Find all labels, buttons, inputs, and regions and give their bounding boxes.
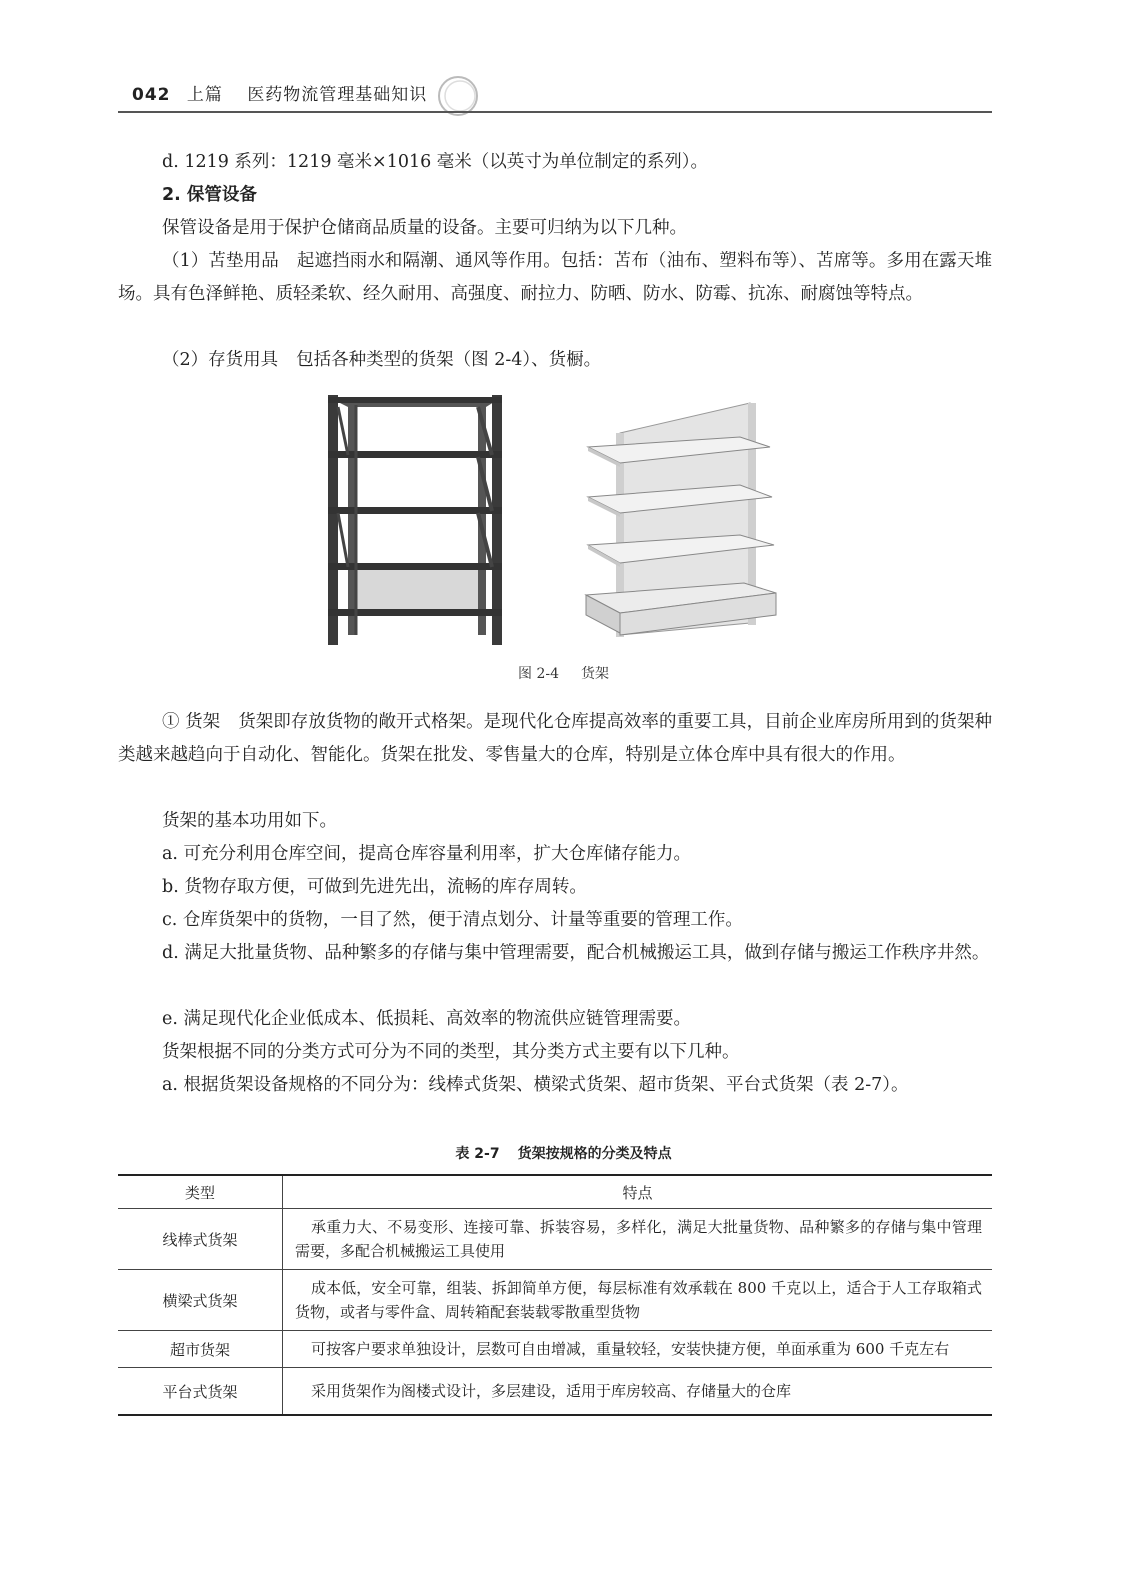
cell-feature: 承重力大、不易变形、连接可靠、拆装容易，多样化，满足大批量货物、品种繁多的存储与集中管理需要，多配合机械搬运工具使用 xyxy=(283,1209,993,1270)
page-number: 042 xyxy=(132,85,171,105)
paragraph-classification-a: a. 根据货架设备规格的不同分为：线棒式货架、横梁式货架、超市货架、平台式货架（表 2-7）。 xyxy=(162,1075,909,1095)
item-1-label: （1）苫垫用品 xyxy=(162,251,279,271)
paragraph-classification: 货架根据不同的分类方式可分为不同的类型，其分类方式主要有以下几种。 xyxy=(162,1042,740,1062)
section-heading: 2. 保管设备 xyxy=(162,185,257,205)
paragraph-item-c: c. 仓库货架中的货物，一目了然，便于清点划分、计量等重要的管理工作。 xyxy=(162,910,743,930)
paragraph-item-b: b. 货物存取方便，可做到先进先出，流畅的库存周转。 xyxy=(162,877,587,897)
cell-feature: 采用货架作为阁楼式设计，多层建设，适用于库房较高、存储量大的仓库 xyxy=(283,1368,993,1416)
paragraph-rack xyxy=(118,706,992,772)
table-number: 表 2-7 xyxy=(455,1146,500,1162)
table-row xyxy=(118,1209,992,1270)
item-1-text: 起遮挡雨水和隔潮、通风等作用。包括：苫布（油布、塑料布等）、苫席等。多用在露天堆场。具有色泽鲜艳、质轻柔软、经久耐用、高强度、耐拉力、防晒、防水、防霉、抗冻、耐腐蚀等特点。 xyxy=(118,251,992,304)
paragraph-item-e: e. 满足现代化企业低成本、低损耗、高效率的物流供应链管理需要。 xyxy=(162,1009,691,1029)
page-header xyxy=(118,70,992,114)
table-header-row xyxy=(118,1175,992,1209)
item-2-label: （2）存货用具 xyxy=(162,350,279,370)
rack-spec-table xyxy=(118,1174,992,1416)
paragraph-item-1 xyxy=(118,245,992,311)
part-label: 上篇 xyxy=(186,85,223,105)
figure-number: 图 2-4 xyxy=(518,666,559,682)
column-header-type: 类型 xyxy=(118,1175,283,1209)
rack-label: ① 货架 xyxy=(162,712,221,732)
table-row xyxy=(118,1368,992,1416)
column-header-feature: 特点 xyxy=(283,1175,993,1209)
paragraph-item-a: a. 可充分利用仓库空间，提高仓库容量利用率，扩大仓库储存能力。 xyxy=(162,844,692,864)
figure-title: 货架 xyxy=(581,666,609,682)
paragraph-item-d: d. 满足大批量货物、品种繁多的存储与集中管理需要，配合机械搬运工具，做到存储与搬运工作秩序井然。 xyxy=(162,943,990,963)
cell-type: 超市货架 xyxy=(118,1331,283,1368)
cell-type: 横梁式货架 xyxy=(118,1270,283,1331)
item-2-text: 包括各种类型的货架（图 2-4）、货橱。 xyxy=(296,350,602,370)
figure-caption xyxy=(0,663,1127,683)
paragraph-d-series: d. 1219 系列：1219 毫米×1016 毫米（以英寸为单位制定的系列）。 xyxy=(162,152,709,172)
rack-text: 货架即存放货物的敞开式格架。是现代化仓库提高效率的重要工具，目前企业库房所用到的货架种类越来越趋向于自动化、智能化。货架在批发、零售量大的仓库，特别是立体仓库中具有很大的作用。 xyxy=(118,712,992,765)
cell-feature: 可按客户要求单独设计，层数可自由增减，重量较轻，安装快捷方便，单面承重为 600 千克左右 xyxy=(283,1331,993,1368)
table-title: 货架按规格的分类及特点 xyxy=(517,1146,672,1162)
cell-feature: 成本低，安全可靠，组装、拆卸简单方便，每层标准有效承载在 800 千克以上，适合于人工存取箱式货物，或者与零件盒、周转箱配套装载零散重型货物 xyxy=(283,1270,993,1331)
header-text xyxy=(132,80,427,105)
cell-type: 线棒式货架 xyxy=(118,1209,283,1270)
table-caption xyxy=(0,1143,1127,1163)
table-row xyxy=(118,1331,992,1368)
cell-type: 平台式货架 xyxy=(118,1368,283,1416)
supermarket-shelf-image xyxy=(586,403,776,637)
beam-rack-image xyxy=(328,395,502,645)
paragraph-basic-functions: 货架的基本功用如下。 xyxy=(162,811,337,831)
paragraph-item-2 xyxy=(118,344,992,377)
header-rule xyxy=(118,111,992,113)
table-row xyxy=(118,1270,992,1331)
shelf-figure xyxy=(320,385,790,655)
book-title: 医药物流管理基础知识 xyxy=(247,85,428,105)
paragraph-intro: 保管设备是用于保护仓储商品质量的设备。主要可归纳为以下几种。 xyxy=(162,218,687,238)
